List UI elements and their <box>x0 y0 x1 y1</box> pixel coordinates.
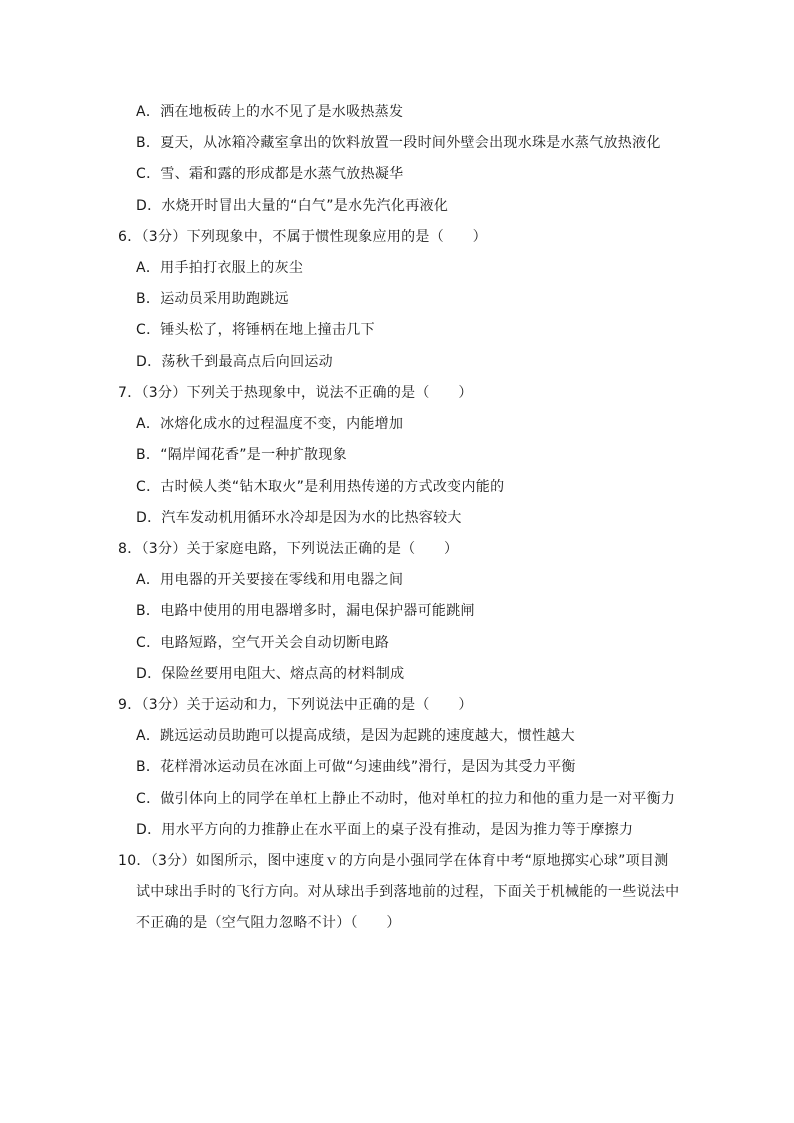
q8-option-d: D．保险丝要用电阻大、熔点高的材料制成 <box>136 666 405 682</box>
q7-stem: 7．（3分）下列关于热现象中，说法不正确的是（ ） <box>118 385 473 401</box>
q5-option-a: A．洒在地板砖上的水不见了是水吸热蒸发 <box>136 104 404 120</box>
q9-option-b: B．花样滑冰运动员在冰面上可做“匀速曲线”滑行，是因为其受力平衡 <box>136 759 576 775</box>
q6-option-b: B．运动员采用助跑跳远 <box>136 291 289 307</box>
q10-stem-line-2: 试中球出手时的飞行方向。对从球出手到落地前的过程，下面关于机械能的一些说法中 <box>136 884 680 900</box>
q9-option-a: A．跳远运动员助跑可以提高成绩，是因为起跳的速度越大，惯性越大 <box>136 728 575 744</box>
q7-option-b: B．“隔岸闻花香”是一种扩散现象 <box>136 447 347 463</box>
q6-option-a: A．用手拍打衣服上的灰尘 <box>136 260 304 276</box>
q8-option-c: C．电路短路，空气开关会自动切断电路 <box>136 635 390 651</box>
q6-option-d: D．荡秋千到最高点后向回运动 <box>136 354 333 370</box>
q5-option-c: C．雪、霜和露的形成都是水蒸气放热凝华 <box>136 166 404 182</box>
q7-option-c: C．古时候人类“钻木取火”是利用热传递的方式改变内能的 <box>136 479 505 495</box>
q6-stem: 6．（3分）下列现象中，不属于惯性现象应用的是（ ） <box>118 229 487 245</box>
q9-option-d: D．用水平方向的力推静止在水平面上的桌子没有推动，是因为推力等于摩擦力 <box>136 822 634 838</box>
q8-stem: 8．（3分）关于家庭电路，下列说法正确的是（ ） <box>118 541 459 557</box>
q8-option-a: A．用电器的开关要接在零线和用电器之间 <box>136 572 404 588</box>
q6-option-c: C．锤头松了，将锤柄在地上撞击几下 <box>136 322 375 338</box>
q8-option-b: B．电路中使用的用电器增多时，漏电保护器可能跳闸 <box>136 603 475 619</box>
q7-option-a: A．冰熔化成水的过程温度不变，内能增加 <box>136 416 404 432</box>
q9-option-c: C．做引体向上的同学在单杠上静止不动时，他对单杠的拉力和他的重力是一对平衡力 <box>136 791 676 807</box>
q7-option-d: D．汽车发动机用循环水冷却是因为水的比热容较大 <box>136 510 462 526</box>
q5-option-b: B．夏天，从冰箱冷藏室拿出的饮料放置一段时间外壁会出现水珠是水蒸气放热液化 <box>136 135 661 151</box>
q9-stem: 9．（3分）关于运动和力，下列说法中正确的是（ ） <box>118 697 473 713</box>
q10-stem-line-3: 不正确的是（空气阻力忽略不计）（ ） <box>136 915 401 931</box>
q10-stem-line-1: 10．（3分）如图所示，图中速度ｖ的方向是小强同学在体育中考“原地掷实心球”项目测 <box>118 853 669 869</box>
q5-option-d: D．水烧开时冒出大量的“白气”是水先汽化再液化 <box>136 198 449 214</box>
